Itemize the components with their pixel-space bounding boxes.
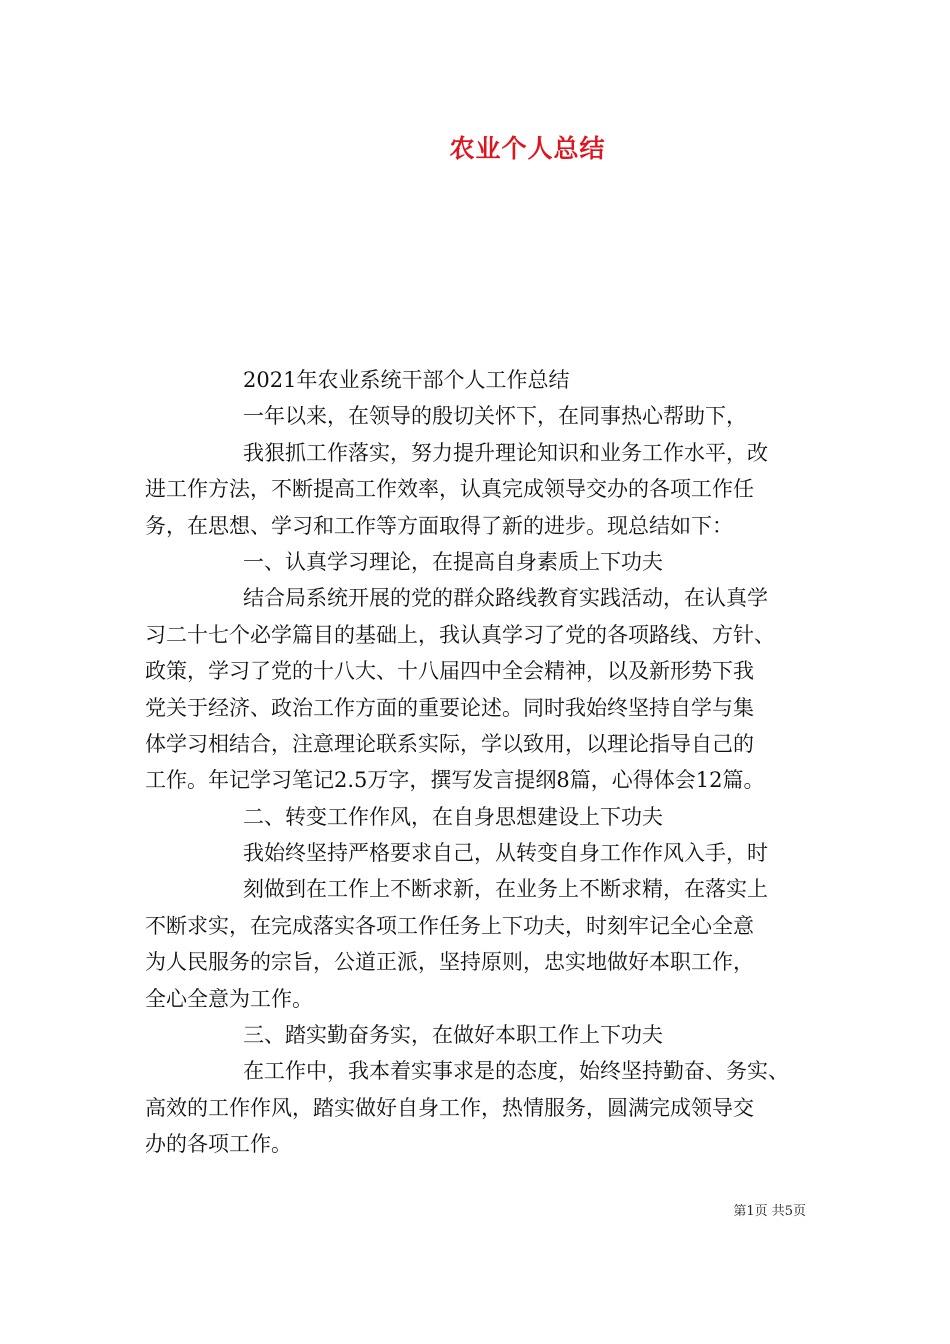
text-line: 体学习相结合，注意理论联系实际，学以致用，以理论指导自己的	[145, 731, 754, 756]
text-line: 不断求实，在完成落实各项工作任务上下功夫，时刻牢记全心全意	[145, 913, 754, 938]
text-line: 一、认真学习理论，在提高自身素质上下功夫	[243, 549, 663, 574]
text-line: 结合局系统开展的党的群众路线教育实践活动，在认真学	[243, 586, 768, 611]
text-line: 习二十七个必学篇目的基础上，我认真学习了党的各项路线、方针、	[145, 622, 775, 647]
text-line: 办的各项工作。	[145, 1132, 292, 1157]
text-line: 刻做到在工作上不断求新，在业务上不断求精，在落实上	[243, 877, 768, 902]
text-line: 在工作中，我本着实事求是的态度，始终坚持勤奋、务实、	[243, 1059, 789, 1084]
text-line: 二、转变工作作风，在自身思想建设上下功夫	[243, 804, 663, 829]
text-line: 三、踏实勤奋务实，在做好本职工作上下功夫	[243, 1023, 663, 1048]
document-title: 农业个人总结	[449, 134, 606, 163]
document-body	[145, 362, 813, 1163]
text-line: 党关于经济、政治工作方面的重要论述。同时我始终坚持自学与集	[145, 695, 754, 720]
text-line: 一年以来，在领导的殷切关怀下，在同事热心帮助下，	[243, 404, 747, 429]
text-line: 高效的工作作风，踏实做好自身工作，热情服务，圆满完成领导交	[145, 1095, 754, 1120]
text-line: 我始终坚持严格要求自己，从转变自身工作作风入手，时	[243, 841, 768, 866]
text-line: 进工作方法，不断提高工作效率，认真完成领导交办的各项工作任	[145, 477, 754, 502]
text-line: 为人民服务的宗旨，公道正派，坚持原则，忠实地做好本职工作，	[145, 950, 754, 975]
text-line: 务，在思想、学习和工作等方面取得了新的进步。现总结如下：	[145, 513, 733, 538]
text-line: 政策，学习了党的十八大、十八届四中全会精神，以及新形势下我	[145, 659, 754, 684]
text-line: 全心全意为工作。	[145, 986, 313, 1011]
page-footer: 第1页 共5页	[733, 1204, 806, 1219]
text-line: 2021年农业系统干部个人工作总结	[243, 368, 570, 392]
text-line: 我狠抓工作落实，努力提升理论知识和业务工作水平，改	[243, 440, 768, 465]
text-line: 工作。年记学习笔记2.5万字，撰写发言提纲8篇，心得体会12篇。	[145, 768, 765, 793]
